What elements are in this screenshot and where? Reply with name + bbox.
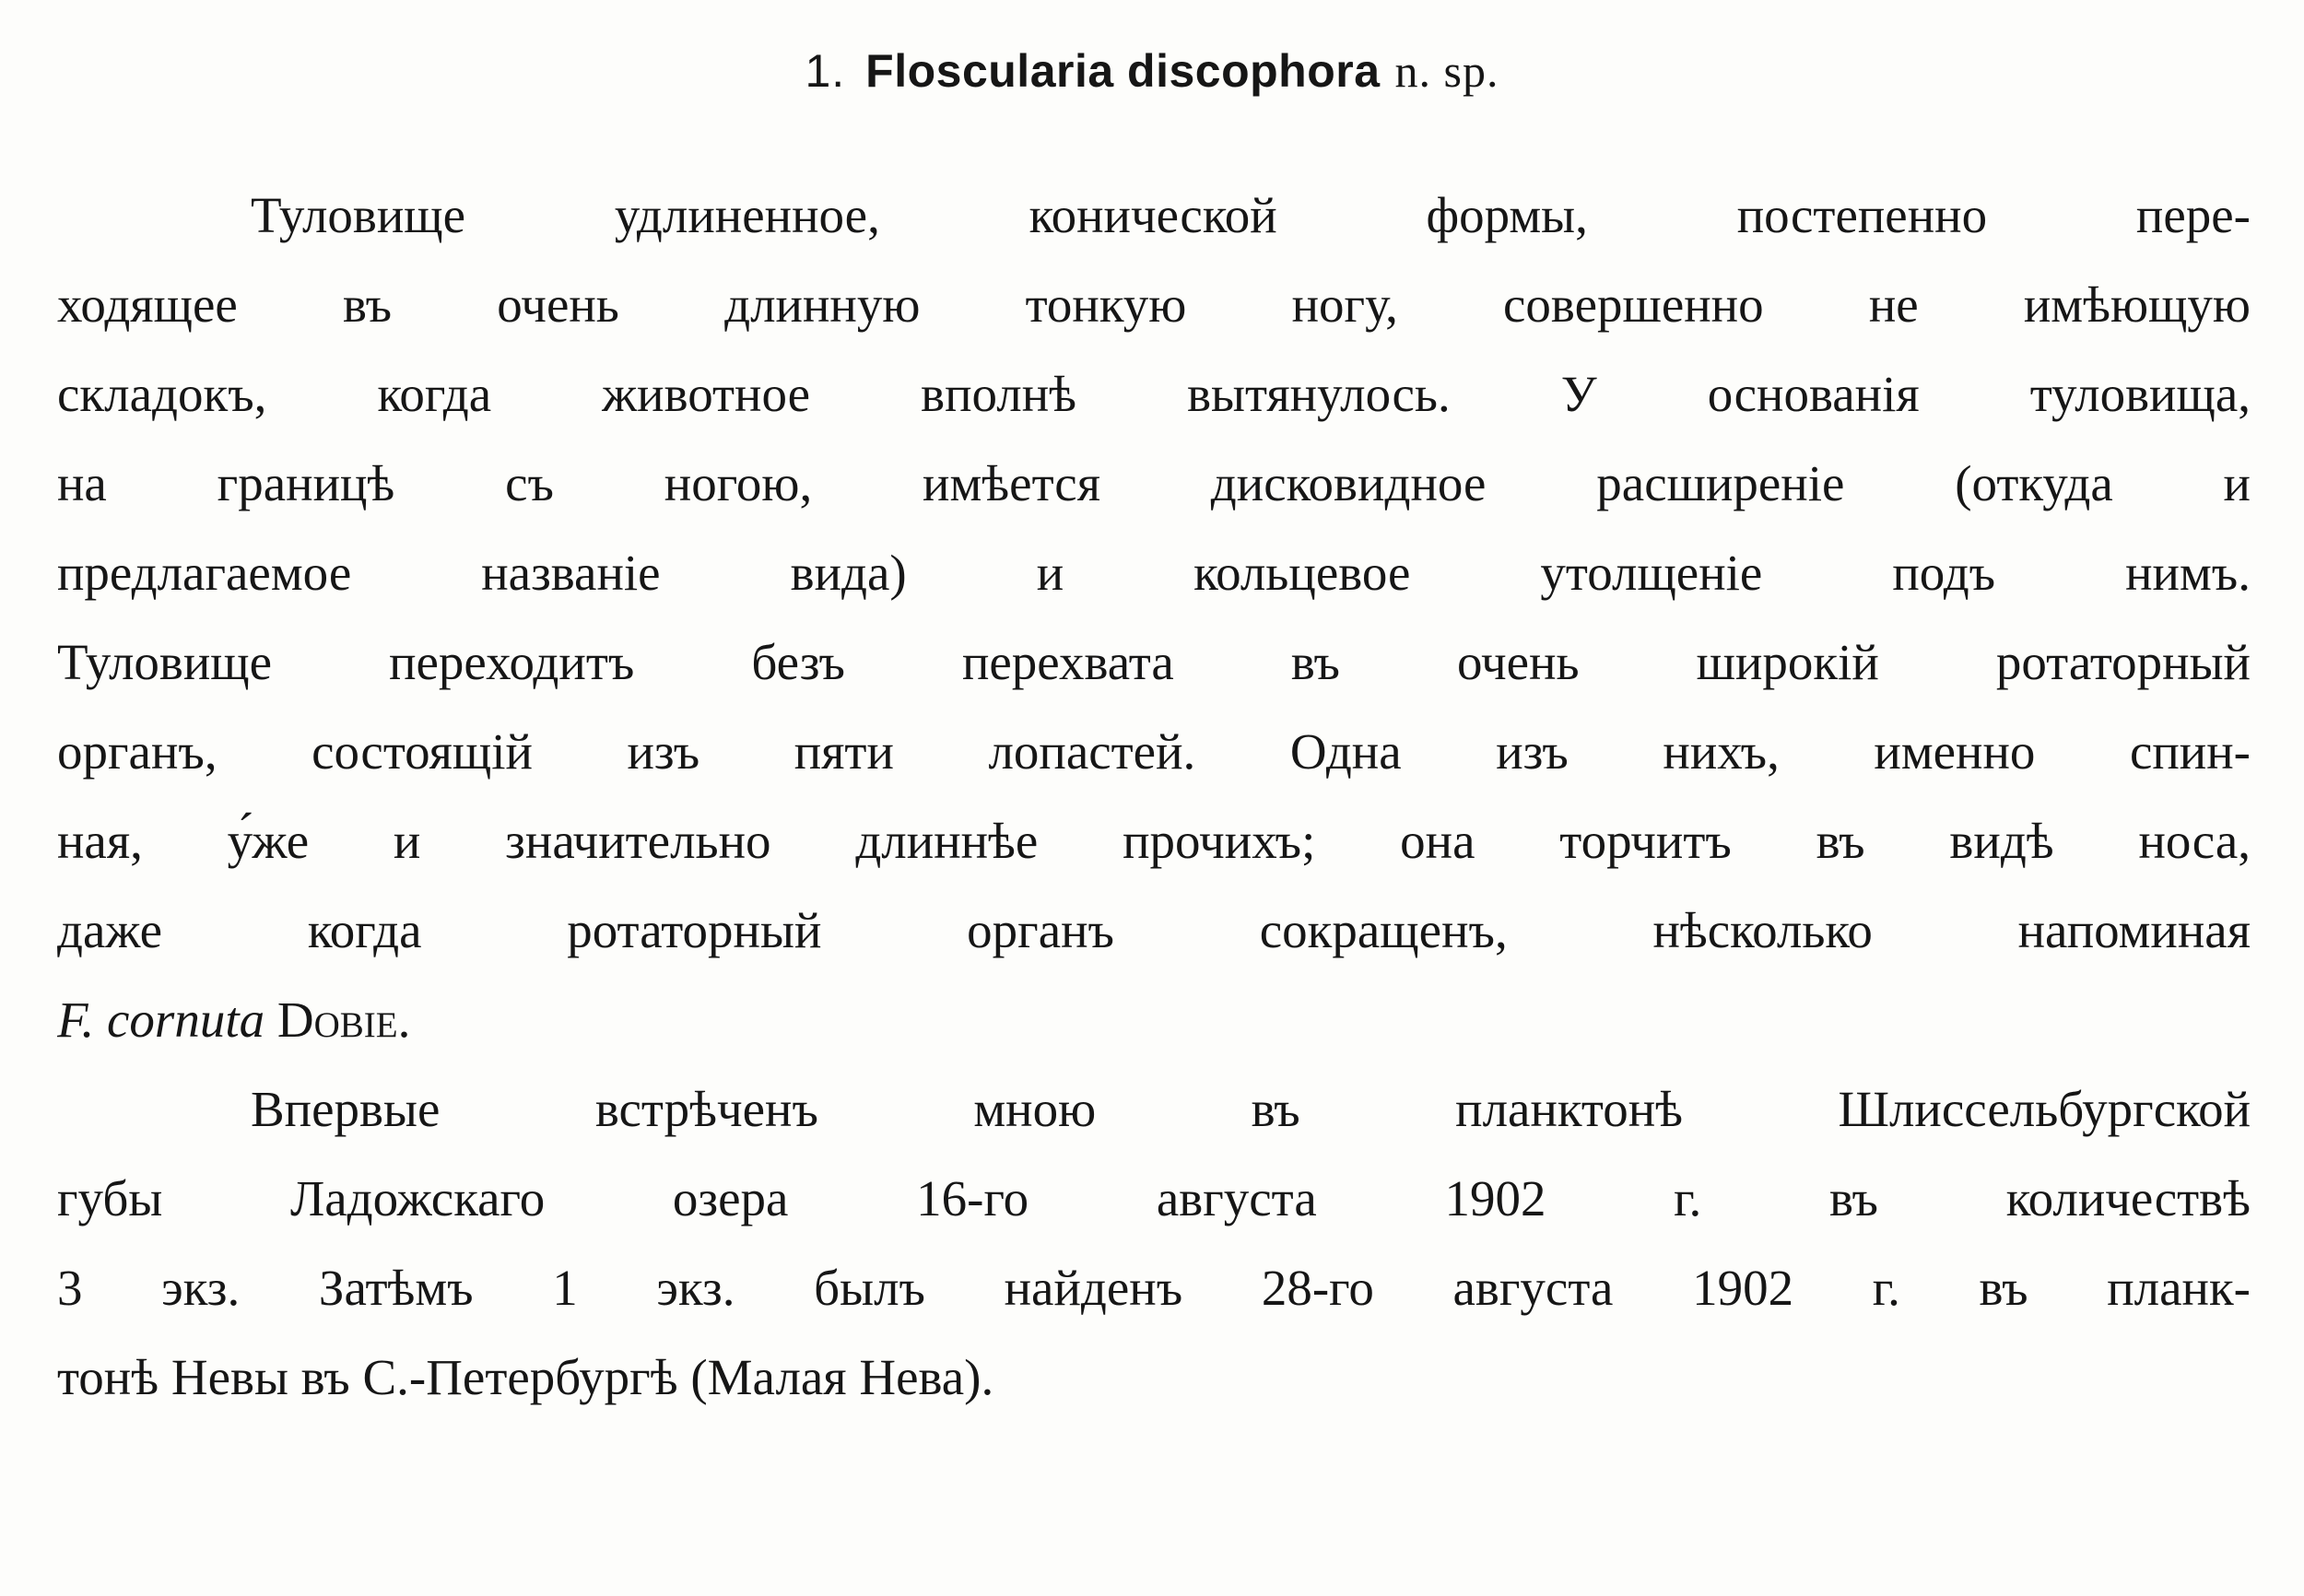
body-text bbox=[57, 170, 2251, 1422]
species-name: Floscularia discophora bbox=[865, 45, 1381, 97]
species-abbreviation: n. sp. bbox=[1394, 45, 1499, 97]
section-heading bbox=[0, 39, 2304, 103]
text-line: Туловище удлиненное, конической формы, постепенно пере- bbox=[251, 187, 2251, 243]
text-line-final bbox=[57, 975, 2251, 1064]
section-number: 1. bbox=[805, 45, 846, 97]
text-line: ходящее въ очень длинную тонкую ногу, совершенно не имѣющую bbox=[57, 276, 2251, 333]
paragraph-description bbox=[57, 170, 2251, 1064]
text-line: на границѣ съ ногою, имѣется дисковидное расширеніе (откуда и bbox=[57, 455, 2251, 511]
text-line: ная, у́же и значительно длиннѣе прочихъ; она торчитъ въ видѣ носа, bbox=[57, 813, 2251, 869]
text-line-final: тонѣ Невы въ С.-Петербургѣ (Малая Нева). bbox=[57, 1349, 994, 1405]
text-line: предлагаемое названіе вида) и кольцевое утолщеніе подъ нимъ. bbox=[57, 545, 2251, 601]
text-line: Туловище переходитъ безъ перехвата въ очень широкій ротаторный bbox=[57, 634, 2251, 690]
text-line: даже когда ротаторный органъ сокращенъ, нѣсколько напоминая bbox=[57, 902, 2251, 958]
text-line: 3 экз. Затѣмъ 1 экз. былъ найденъ 28-го августа 1902 г. въ планк- bbox=[57, 1260, 2251, 1316]
paragraph-occurrence bbox=[57, 1064, 2251, 1422]
author-reference: Dobie. bbox=[276, 992, 411, 1048]
text-line: губы Ладожскаго озера 16-го августа 1902 г. въ количествѣ bbox=[57, 1170, 2251, 1226]
text-line: органъ, состоящій изъ пяти лопастей. Одна изъ нихъ, именно спин- bbox=[57, 723, 2251, 780]
species-reference: F. cornuta bbox=[57, 992, 265, 1048]
text-line: складокъ, когда животное вполнѣ вытянулось. У основанія туловища, bbox=[57, 366, 2251, 422]
text-line: Впервые встрѣченъ мною въ планктонѣ Шлиссельбургской bbox=[251, 1081, 2251, 1137]
